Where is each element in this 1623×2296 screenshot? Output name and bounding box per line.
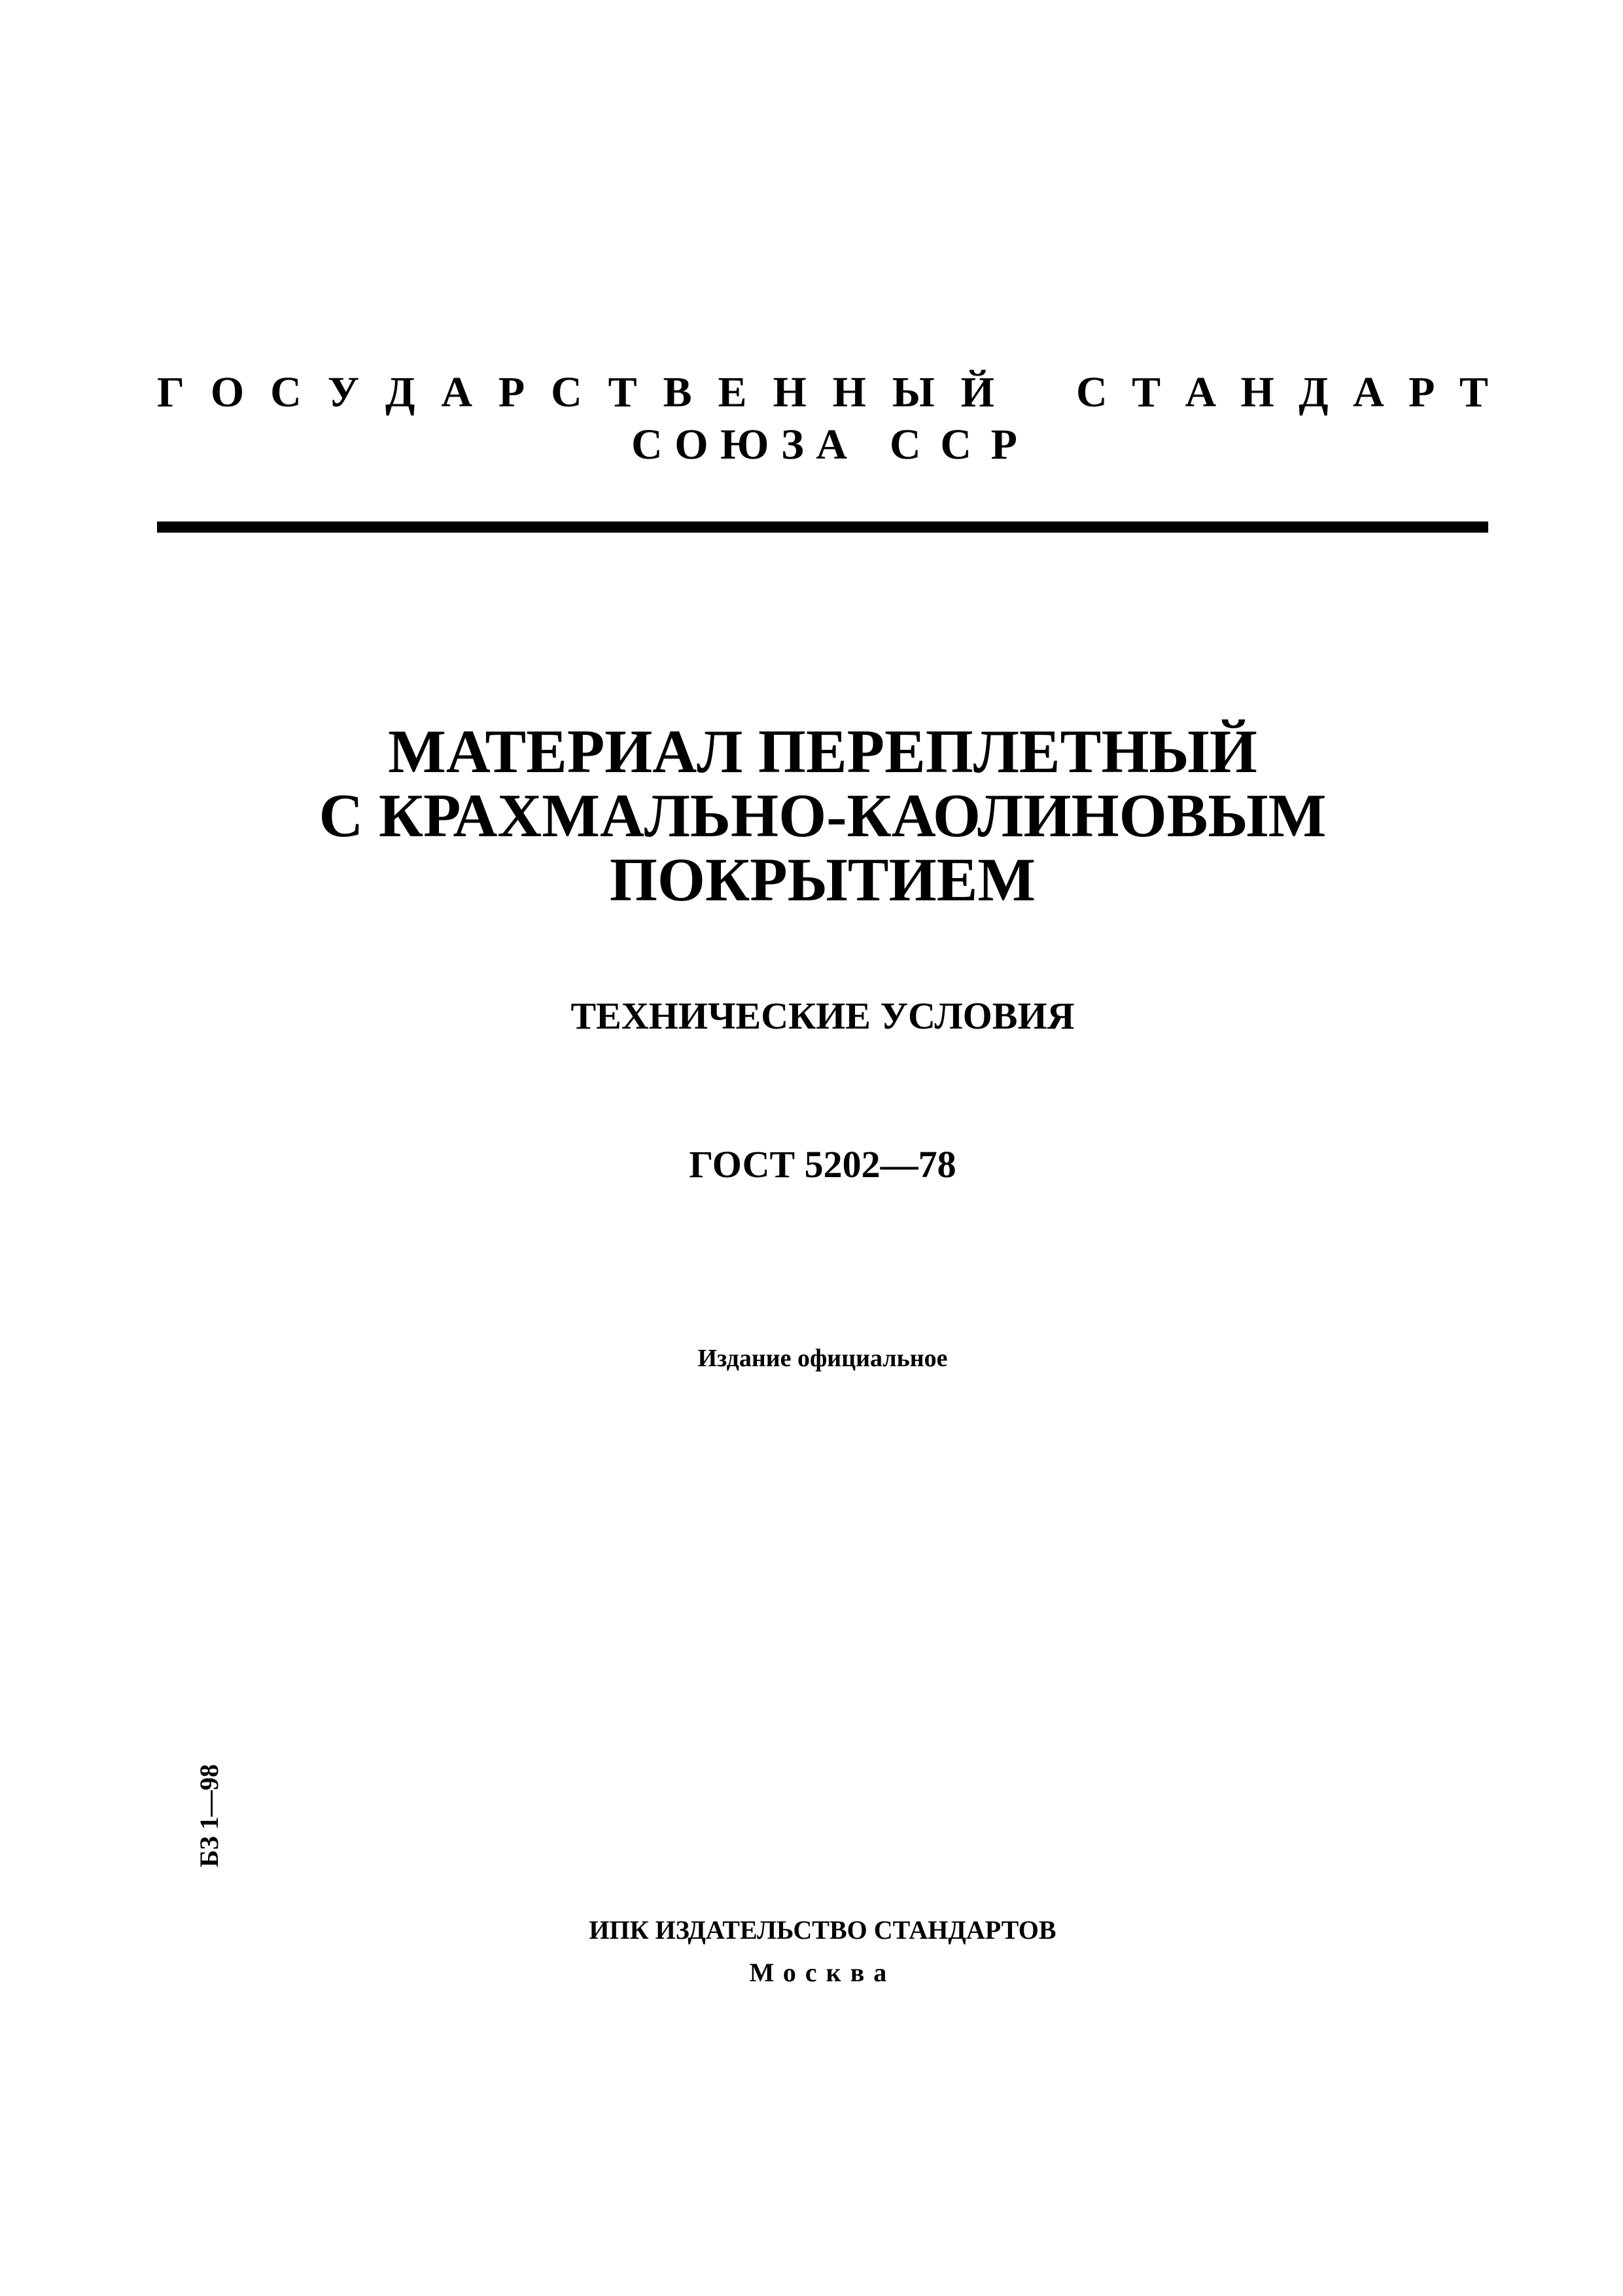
title-line-3: ПОКРЫТИЕМ <box>609 846 1036 914</box>
header-letter: Р <box>990 421 1017 468</box>
header-divider-rule <box>157 521 1488 533</box>
header-letter: А <box>1185 368 1217 416</box>
header-letter: У <box>327 368 360 416</box>
side-code-label: БЗ 1—98 <box>194 1764 224 1867</box>
header-letter: Г <box>157 368 184 416</box>
header-letter: С <box>270 368 302 416</box>
header-letter: Й <box>960 368 994 416</box>
header-letter: Н <box>1240 368 1274 416</box>
header-letter: Т <box>1132 368 1161 416</box>
title-line-1: МАТЕРИАЛ ПЕРЕПЛЕТНЫЙ <box>388 718 1257 786</box>
header-letter: С <box>551 368 582 416</box>
edition-note: Издание официальное <box>697 1345 948 1372</box>
header-letter: Н <box>832 368 867 416</box>
header-letter: Е <box>718 368 747 416</box>
header-letter: С <box>1076 368 1108 416</box>
header-letter: З <box>780 421 804 468</box>
header-letter: С <box>631 421 663 468</box>
header-letter: О <box>674 421 708 468</box>
header-word-standart <box>1076 366 1488 419</box>
document-title <box>157 720 1488 912</box>
header-letter: Р <box>1408 368 1435 416</box>
header-letter: Т <box>608 368 637 416</box>
header-letter: А <box>441 368 472 416</box>
header-letter: Н <box>773 368 807 416</box>
header-letter: Ю <box>720 421 769 468</box>
header-letter: О <box>210 368 245 416</box>
header-letter: А <box>816 421 847 468</box>
header-letter: Т <box>1459 368 1488 416</box>
header-letter: С <box>940 421 971 468</box>
header-letter: Д <box>1299 368 1329 416</box>
standard-number: ГОСТ 5202—78 <box>689 1143 956 1186</box>
header-letter: Р <box>498 368 525 416</box>
header-word-soyuza <box>631 419 847 471</box>
publisher-name: ИПК ИЗДАТЕЛЬСТВО СТАНДАРТОВ <box>589 1915 1056 1945</box>
header-letter: В <box>663 368 692 416</box>
header-letter: С <box>890 421 921 468</box>
header-line-1 <box>157 366 1488 419</box>
header-letter: Д <box>385 368 415 416</box>
header-word-gosudarstvenny <box>157 366 994 419</box>
header-letter: А <box>1353 368 1384 416</box>
header-line-2 <box>631 419 1017 471</box>
document-subtitle: ТЕХНИЧЕСКИЕ УСЛОВИЯ <box>570 995 1075 1037</box>
title-line-2: С КРАХМАЛЬНО-КАОЛИНОВЫМ <box>319 782 1327 850</box>
header-letter: Ы <box>892 368 935 416</box>
publisher-city: Москва <box>749 1958 896 1987</box>
header-word-ssr <box>890 419 1017 471</box>
